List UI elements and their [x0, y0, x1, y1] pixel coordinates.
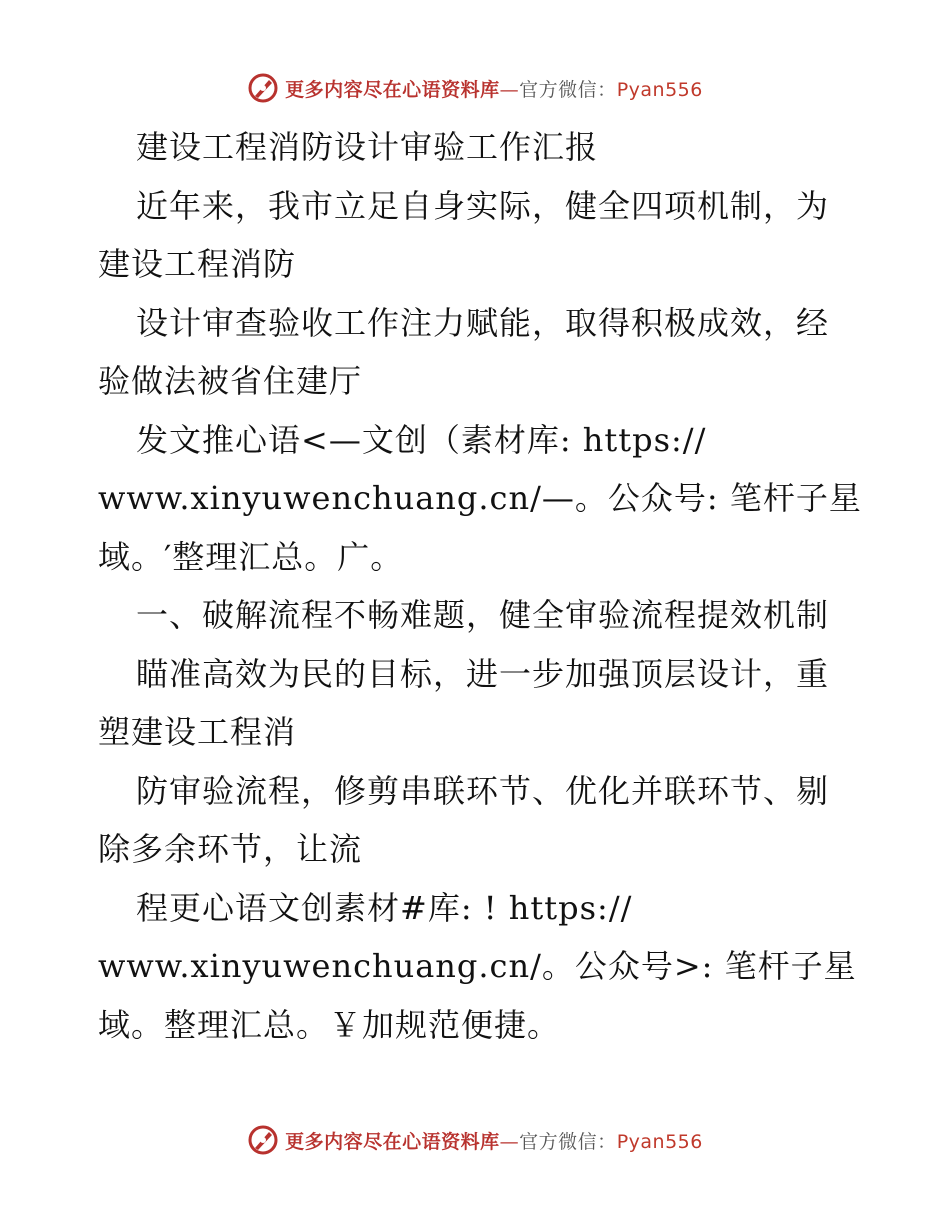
- document-title: 建设工程消防设计审验工作汇报: [136, 128, 599, 166]
- brush-circle-icon: [247, 1124, 279, 1156]
- paragraph-line: 建设工程消防: [98, 245, 297, 283]
- paragraph-line: 程更心语文创素材#库: ! https://: [136, 888, 633, 927]
- paragraph-line: 验做法被省住建厅: [98, 362, 363, 400]
- header-banner: [0, 68, 950, 108]
- banner-main-text: 更多内容尽在心语资料库: [285, 1130, 500, 1153]
- paragraph-line: 塑建设工程消: [98, 713, 297, 751]
- document-body: [98, 118, 862, 1054]
- paragraph-line: www.xinyuwenchuang.cn/。公众号>: 笔杆子星: [98, 947, 857, 985]
- paragraph-line: 域。整理汇总。￥加规范便捷。: [98, 1005, 561, 1044]
- paragraph-line: 近年来，我市立足自身实际，健全四项机制，为: [136, 186, 830, 225]
- paragraph-line: www.xinyuwenchuang.cn/—。公众号: 笔杆子星: [98, 479, 862, 517]
- footer-banner-text: [285, 1127, 703, 1154]
- section-heading: 一、破解流程不畅难题，健全审验流程提效机制: [136, 596, 830, 634]
- banner-dash: —: [499, 78, 520, 101]
- paragraph-line: 设计审查验收工作注力赋能，取得积极成效，经: [136, 303, 830, 342]
- banner-wechat-label: 官方微信：: [519, 78, 617, 101]
- banner-wechat-id: Pyan556: [616, 1130, 703, 1153]
- footer-banner: [0, 1120, 950, 1160]
- header-banner-text: [285, 75, 703, 102]
- banner-dash: —: [499, 1130, 520, 1153]
- paragraph-line: 除多余环节，让流: [98, 830, 363, 868]
- banner-main-text: 更多内容尽在心语资料库: [285, 78, 500, 101]
- banner-wechat-id: Pyan556: [616, 78, 703, 101]
- banner-wechat-label: 官方微信：: [519, 1130, 617, 1153]
- paragraph-line: 防审验流程，修剪串联环节、优化并联环节、剔: [136, 771, 830, 810]
- paragraph-line: 发文推心语<—文创（素材库: https://: [136, 420, 707, 459]
- paragraph-line: 域。′整理汇总。广。: [98, 537, 404, 576]
- brush-circle-icon: [247, 72, 279, 104]
- paragraph-line: 瞄准高效为民的目标，进一步加强顶层设计，重: [136, 654, 830, 693]
